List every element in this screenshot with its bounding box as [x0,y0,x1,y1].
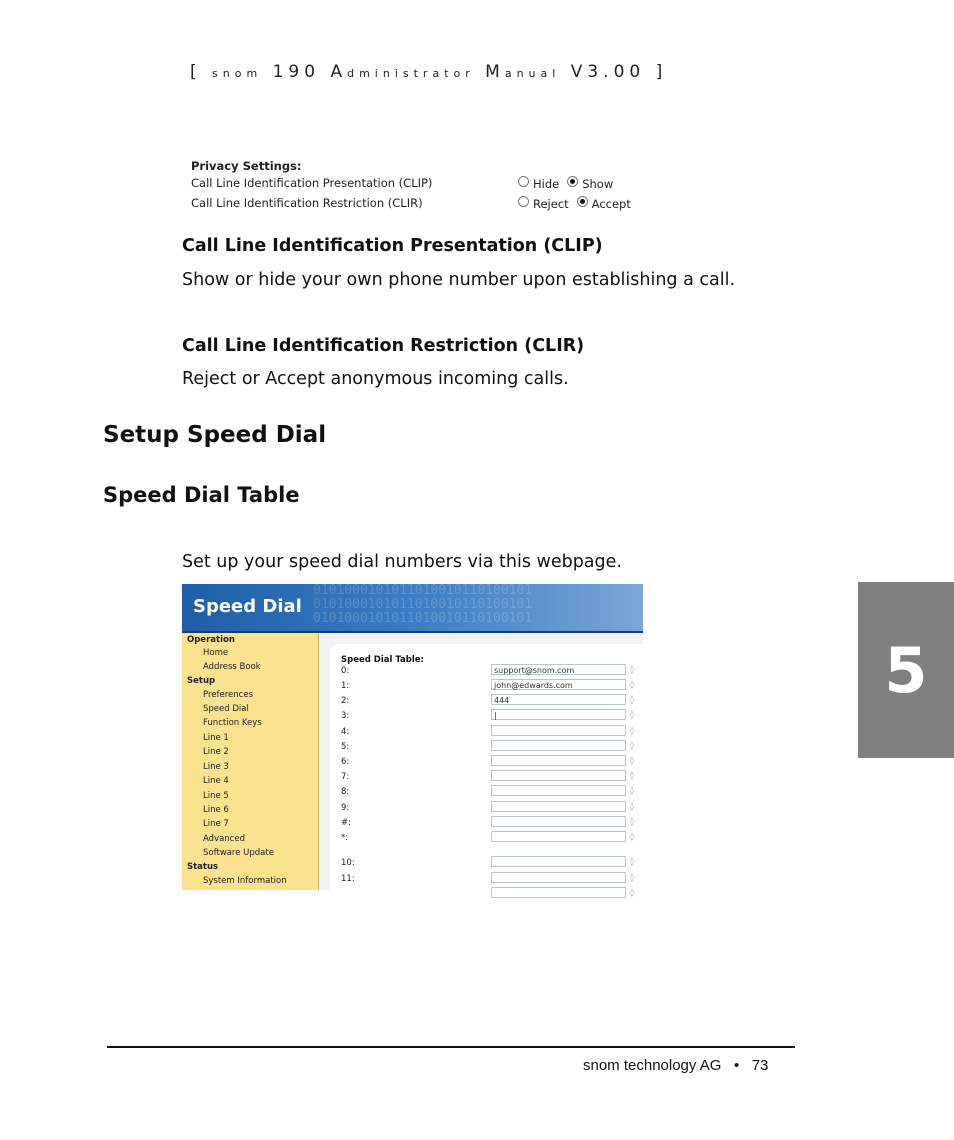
header-version: V3.00 [570,62,646,82]
speed-dial-number-input[interactable]: 444 [491,694,626,705]
speed-dial-key-label: 5: [341,742,350,752]
nav-category-status: Status [187,862,219,872]
field-status-icon: ◊ [630,756,634,765]
footer-bullet: • [733,1057,740,1074]
speed-dial-number-input[interactable] [491,816,626,827]
nav-item-home[interactable]: Home [203,648,229,658]
speed-dial-number-input[interactable] [491,770,626,781]
speed-dial-banner [182,584,643,631]
field-status-icon: ◊ [630,680,634,689]
field-status-icon: ◊ [630,832,634,841]
speed-dial-number-input[interactable] [491,887,626,898]
header-word3-rest: anual [504,67,561,80]
section-title: Setup Speed Dial [103,422,327,448]
speed-dial-key-label: 0: [341,666,350,676]
field-status-icon: ◊ [630,665,634,674]
nav-item-line-6[interactable]: Line 6 [203,805,229,815]
speed-dial-key-label: 6: [341,757,350,767]
nav-category-operation: Operation [187,635,235,645]
speed-dial-number-input[interactable] [491,755,626,766]
speed-dial-number-input[interactable] [491,725,626,736]
radio-icon [518,196,529,207]
privacy-settings-title: Privacy Settings: [191,159,302,173]
nav-item-software-update[interactable]: Software Update [203,848,274,858]
field-status-icon: ◊ [630,802,634,811]
field-status-icon: ◊ [630,873,634,882]
nav-item-line-2[interactable]: Line 2 [203,747,229,757]
chapter-tab: 5 [858,582,954,758]
nav-item-preferences[interactable]: Preferences [203,690,253,700]
header-word3-initial: M [485,62,505,82]
field-status-icon: ◊ [630,726,634,735]
nav-item-system-information[interactable]: System Information [203,876,287,886]
speed-dial-key-label: *: [341,833,349,843]
nav-item-line-3[interactable]: Line 3 [203,762,229,772]
speed-dial-number-input[interactable] [491,831,626,842]
speed-dial-key-label: 9: [341,803,350,813]
clip-setting-label: Call Line Identification Presentation (CLIP) [191,176,433,190]
field-status-icon: ◊ [630,741,634,750]
header-model: 190 [272,62,321,82]
header-bracket-open: [ [190,62,202,82]
field-status-icon: ◊ [630,817,634,826]
speed-dial-key-label: 8: [341,787,350,797]
privacy-settings-screenshot [188,155,648,217]
clir-accept-option[interactable]: Accept [577,197,631,211]
clip-hide-option[interactable]: Hide [518,177,559,191]
radio-selected-icon [567,176,578,187]
footer [583,1057,768,1074]
speed-dial-panel [330,644,643,897]
clir-setting-label: Call Line Identification Restriction (CLIR) [191,196,423,210]
speed-dial-main [319,633,643,897]
nav-item-advanced[interactable]: Advanced [203,834,245,844]
nav-category-setup: Setup [187,676,216,686]
nav-item-address-book[interactable]: Address Book [203,662,261,672]
clir-setting-options [518,197,639,211]
speed-dial-key-label: 2: [341,696,350,706]
field-status-icon: ◊ [630,857,634,866]
header-brand: snom [212,67,263,80]
running-header [190,62,667,82]
speed-dial-number-input[interactable]: john@edwards.com [491,679,626,690]
nav-item-speed-dial[interactable]: Speed Dial [203,704,249,714]
clip-setting-options [518,177,621,191]
speed-dial-key-label: #: [341,818,351,828]
speed-dial-key-label: 1: [341,681,350,691]
speed-dial-table-label: Speed Dial Table: [341,655,424,665]
clip-show-option[interactable]: Show [567,177,613,191]
field-status-icon: ◊ [630,786,634,795]
speed-dial-number-input[interactable] [491,856,626,867]
radio-icon [518,176,529,187]
speed-dial-screenshot [182,583,643,897]
clir-reject-option[interactable]: Reject [518,197,569,211]
section-intro: Set up your speed dial numbers via this webpage. [182,552,622,572]
section-subtitle: Speed Dial Table [103,483,300,507]
nav-item-line-7[interactable]: Line 7 [203,819,229,829]
speed-dial-number-input[interactable] [491,740,626,751]
clip-description: Show or hide your own phone number upon establishing a call. [182,270,736,290]
nav-item-line-4[interactable]: Line 4 [203,776,229,786]
clip-heading: Call Line Identification Presentation (CLIP) [182,236,603,256]
speed-dial-number-input[interactable] [491,872,626,883]
speed-dial-banner-title: Speed Dial [193,596,302,617]
speed-dial-key-label: 3: [341,711,350,721]
speed-dial-number-input[interactable] [491,785,626,796]
nav-item-line-1[interactable]: Line 1 [203,733,229,743]
speed-dial-key-label: 10: [341,858,355,868]
speed-dial-number-input[interactable]: | [491,709,626,720]
page-number: 73 [751,1057,769,1074]
radio-selected-icon [577,196,588,207]
speed-dial-key-label: 4: [341,727,350,737]
speed-dial-number-input[interactable] [491,801,626,812]
nav-item-line-5[interactable]: Line 5 [203,791,229,801]
binary-pattern-decoration: 0101000101011010010110100101 0101000101011010010110100101 0101000101011010010110100101 [313,583,533,626]
speed-dial-key-label: 7: [341,772,350,782]
header-word2-rest: dministrator [347,67,475,80]
field-status-icon: ◊ [630,888,634,897]
speed-dial-number-input[interactable]: support@snom.com [491,664,626,675]
field-status-icon: ◊ [630,710,634,719]
speed-dial-key-label: 11: [341,874,355,884]
field-status-icon: ◊ [630,771,634,780]
clir-description: Reject or Accept anonymous incoming calls. [182,369,569,389]
field-status-icon: ◊ [630,695,634,704]
speed-dial-sidebar [182,633,319,890]
header-word2-initial: A [330,62,348,82]
nav-item-function-keys[interactable]: Function Keys [203,718,262,728]
clir-heading: Call Line Identification Restriction (CLIR) [182,336,585,356]
header-bracket-close: ] [655,62,668,82]
footer-rule [107,1046,795,1048]
footer-company: snom technology AG [583,1057,722,1074]
